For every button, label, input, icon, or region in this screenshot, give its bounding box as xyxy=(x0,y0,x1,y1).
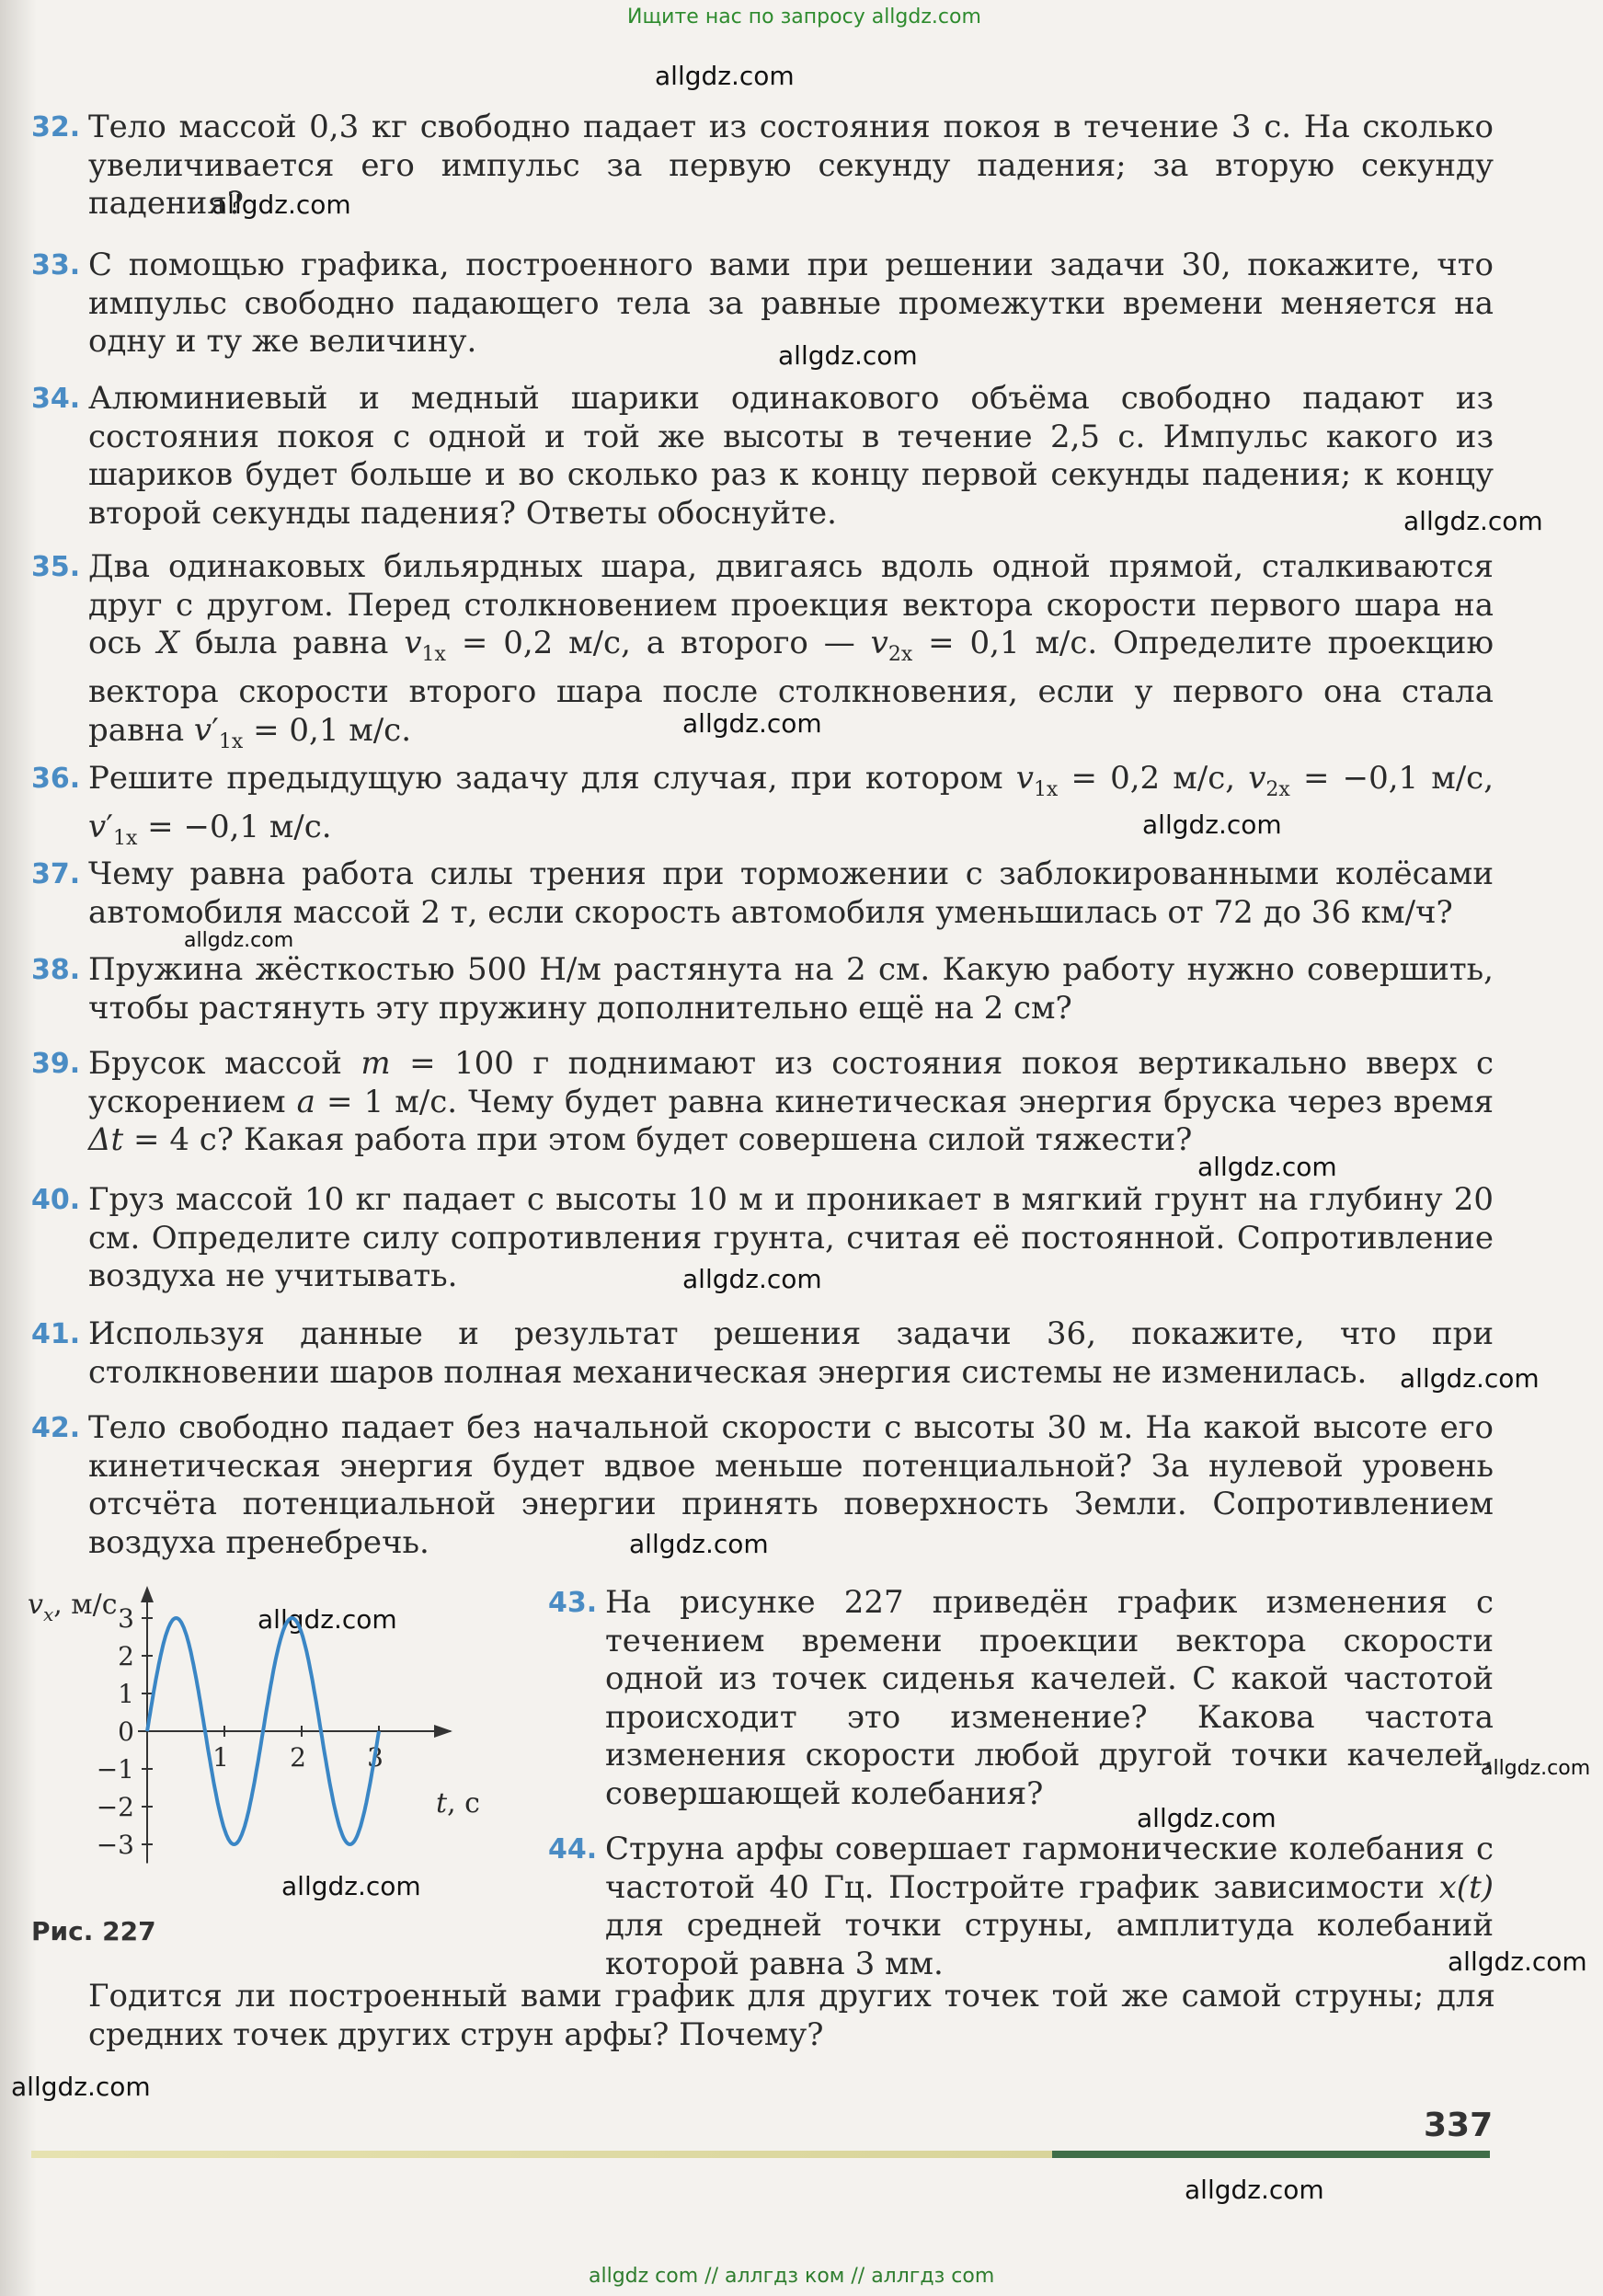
problem-number: 33. xyxy=(31,249,81,281)
problem-text: Используя данные и результат решения задачи 36, покажите, что при столкновении шаров полная механическая энергия системы не изменилась. xyxy=(88,1315,1494,1391)
y-axis-arrow xyxy=(141,1586,154,1602)
y-tick-label: 3 xyxy=(118,1603,134,1634)
problem-number: 43. xyxy=(548,1587,598,1619)
watermark: allgdz.com xyxy=(11,2072,151,2102)
problem-number: 34. xyxy=(31,383,81,415)
y-tick-label: −2 xyxy=(96,1792,134,1822)
problem-text: Пружина жёсткостью 500 Н/м растянута на 2 см. Какую работу нужно совершить, чтобы растянуть эту пружину дополнительно ещё на 2 см? xyxy=(88,951,1494,1027)
problem-38 xyxy=(31,951,1494,1027)
footer-bar xyxy=(31,2151,1490,2158)
problem-42 xyxy=(31,1409,1494,1562)
problem-number: 32. xyxy=(31,111,81,144)
watermark: allgdz.com xyxy=(1185,2175,1324,2205)
problem-33 xyxy=(31,247,1494,362)
problem-number: 37. xyxy=(31,858,81,890)
y-tick-label: −1 xyxy=(96,1754,134,1785)
problem-39 xyxy=(31,1045,1494,1160)
problem-number: 39. xyxy=(31,1048,81,1080)
watermark: allgdz.com xyxy=(212,189,351,220)
y-tick-label: 2 xyxy=(118,1641,134,1671)
problem-34 xyxy=(31,380,1494,533)
problem-35 xyxy=(31,548,1494,761)
watermark: allgdz.com xyxy=(1400,1363,1540,1394)
watermark: allgdz.com xyxy=(184,929,294,952)
problem-number: 44. xyxy=(548,1833,598,1866)
page-number: 337 xyxy=(1424,2107,1494,2144)
y-tick-label: −3 xyxy=(96,1830,134,1860)
x-tick-label: 3 xyxy=(367,1742,384,1773)
watermark: allgdz.com xyxy=(655,61,795,91)
problem-text: На рисунке 227 приведён график изменения с течением времени проекции вектора скорости одной из точек сиденья качелей. С какой частотой происходит это изменение? Какова частота изменения скорости любой другой точки качелей, совершающей колебания? xyxy=(605,1584,1494,1812)
watermark: allgdz.com xyxy=(682,708,822,739)
watermark: allgdz.com xyxy=(682,1264,822,1294)
problem-text: Тело свободно падает без начальной скорости с высоты 30 м. На какой высоте его кинетическая энергия будет вдвое меньше потенциальной? За нулевой уровень отсчёта потенциальной энергии принять поверхность Земли. Сопротивлением воздуха пренебречь. xyxy=(88,1409,1494,1561)
y-tick-label: 1 xyxy=(118,1679,134,1709)
problem-41 xyxy=(31,1315,1494,1392)
problem-number: 41. xyxy=(31,1318,81,1350)
problem-text: Струна арфы совершает гармонические колебания с частотой 40 Гц. Постройте график зависимости x(t) для средней точки струны, амплитуда колебаний которой равна 3 мм. xyxy=(605,1831,1494,1982)
problem-text: Алюминиевый и медный шарики одинакового объёма свободно падают из состояния покоя с одной и той же высоты в течение 2,5 с. Импульс какого из шариков будет больше и во сколько раз к концу первой секунды падения; к концу второй секунды падения? Ответы обоснуйте. xyxy=(88,380,1494,532)
problem-32 xyxy=(31,109,1494,224)
watermark: allgdz.com xyxy=(1403,506,1543,536)
x-axis-label: t, с xyxy=(436,1787,480,1820)
problem-number: 35. xyxy=(31,551,81,583)
problem-text: С помощью графика, построенного вами при решении задачи 30, покажите, что импульс свободно падающего тела за равные промежутки времени меняется на одну и ту же величину. xyxy=(88,247,1494,360)
problem-36 xyxy=(31,760,1494,858)
y-tick-label: 0 xyxy=(118,1716,134,1747)
bottom-banner-watermark: allgdz com // аллгдз ком // аллгдз com xyxy=(589,2265,995,2288)
watermark: allgdz.com xyxy=(629,1529,769,1559)
problem-number: 40. xyxy=(31,1184,81,1216)
problem-number: 38. xyxy=(31,954,81,986)
figure-caption: Рис. 227 xyxy=(31,1916,156,1946)
problem-43 xyxy=(548,1584,1494,1813)
y-axis-label: $v_x$, м/с xyxy=(28,1589,118,1625)
watermark: allgdz.com xyxy=(1448,1946,1587,1977)
watermark: allgdz.com xyxy=(1142,809,1282,840)
problem-44 xyxy=(548,1831,1494,1983)
problem-text: Решите предыдущую задачу для случая, при котором $v_{1x} = 0,2$ м/с, $v_{2x} = -0,1$ м/с, $v'_{1x} = -0,1$ м/с. xyxy=(88,760,1494,851)
watermark: allgdz.com xyxy=(258,1604,397,1635)
watermark: allgdz.com xyxy=(1137,1803,1277,1833)
x-tick-label: 1 xyxy=(212,1742,229,1773)
problem-text: Два одинаковых бильярдных шара, двигаясь вдоль одной прямой, сталкиваются друг с другом. Перед столкновением проекция вектора скорости первого шара на ось X была равна $v_{1x} = 0,2$ м/с, а второго — $v_{2x} = 0,1$ м/с. Определите проекцию вектора скорости второго шара после столкновения, если у первого она стала равна $v'_{1x} = 0,1$ м/с. xyxy=(88,548,1494,753)
watermark: allgdz.com xyxy=(778,340,918,371)
problem-text: Брусок массой m = 100 г поднимают из состояния покоя вертикально вверх с ускорением a = 1 м/с. Чему будет равна кинетическая энергия бруска через время Δt = 4 с? Какая работа при этом будет совершена силой тяжести? xyxy=(88,1045,1494,1158)
watermark: allgdz.com xyxy=(281,1871,421,1901)
x-tick-label: 2 xyxy=(290,1742,306,1773)
problem-37 xyxy=(31,855,1494,932)
problem-44-continuation: Годится ли построенный вами график для других точек той же самой струны; для средних точек других струн арфы? Почему? xyxy=(88,1978,1495,2053)
problem-text: Чему равна работа силы трения при торможении с заблокированными колёсами автомобиля массой 2 т, если скорость автомобиля уменьшилась от 72 до 36 км/ч? xyxy=(88,855,1494,931)
watermark: allgdz.com xyxy=(1197,1152,1337,1182)
x-axis-arrow xyxy=(434,1725,452,1738)
problem-number: 36. xyxy=(31,763,81,795)
top-banner-watermark: Ищите нас по запросу allgdz.com xyxy=(627,6,981,29)
figure-227-graph xyxy=(18,1580,506,1875)
problem-40 xyxy=(31,1181,1494,1296)
problem-number: 42. xyxy=(31,1412,81,1444)
problem-text: Груз массой 10 кг падает с высоты 10 м и проникает в мягкий грунт на глубину 20 см. Определите силу сопротивления грунта, считая её постоянной. Сопротивление воздуха не учитывать. xyxy=(88,1181,1494,1294)
problem-text: Тело массой 0,3 кг свободно падает из состояния покоя в течение 3 с. На сколько увеличивается его импульс за первую секунду падения; за вторую секунду падения? xyxy=(88,109,1494,222)
watermark: allgdz.com xyxy=(1481,1757,1591,1780)
